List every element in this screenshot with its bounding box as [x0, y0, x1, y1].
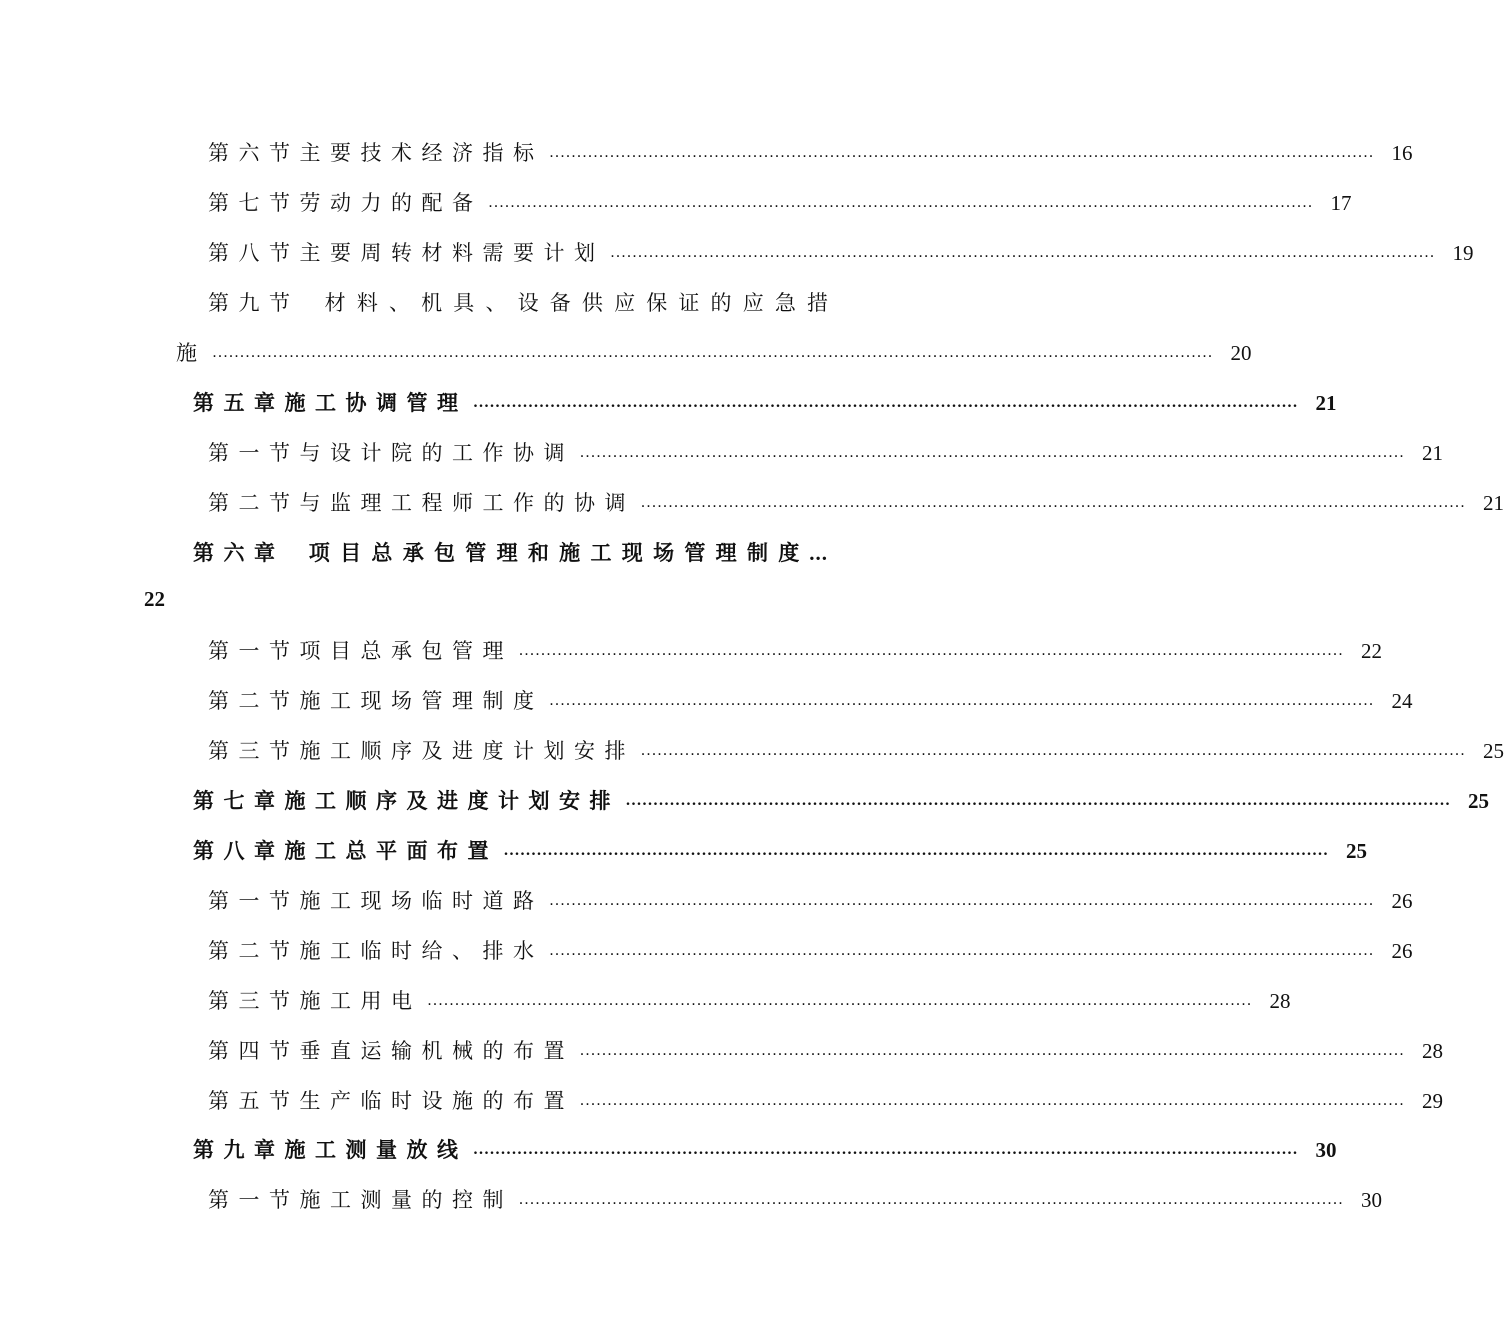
toc-entry[interactable]	[208, 932, 1413, 964]
toc-chapter-entry[interactable]	[193, 782, 1489, 814]
title-char: 证	[678, 291, 700, 315]
entry-number: 第四节	[208, 1039, 300, 1063]
entry-title: 施工用电	[299, 989, 422, 1013]
toc-chapter-entry[interactable]	[193, 384, 1337, 416]
title-char: 目	[340, 541, 362, 565]
leader-dots: ...	[809, 541, 828, 565]
leader-dots: ......................................................................................................................................................	[549, 692, 1375, 709]
entry-page: 29	[1422, 1089, 1443, 1113]
title-char: 的	[710, 291, 732, 315]
title-char: 具	[453, 291, 475, 315]
leader-dots: ......................................................................................................................................................	[519, 1191, 1344, 1208]
entry-number: 第三节	[208, 989, 300, 1013]
entry-number: 第八节	[208, 241, 300, 265]
entry-number: 第二节	[208, 939, 300, 963]
title-char: 施	[559, 541, 581, 565]
leader-dots: ......................................................................................................................................................	[488, 194, 1314, 211]
entry-page: 26	[1391, 889, 1413, 913]
leader-dots: ......................................................................................................................................................	[610, 244, 1436, 261]
entry-title: 施工临时给、排水	[299, 939, 544, 963]
entry-title: 垂直运输机械的布置	[299, 1039, 574, 1063]
title-char: 制	[746, 541, 768, 565]
entry-page: 25	[1468, 789, 1489, 813]
entry-page: 16	[1391, 141, 1413, 165]
entry-title-line	[193, 540, 799, 566]
toc-entry[interactable]	[208, 1032, 1443, 1064]
entry-title: 施工顺序及进度计划安排	[299, 739, 635, 763]
toc-entry[interactable]	[208, 484, 1504, 516]
entry-number: 第一节	[208, 639, 300, 663]
toc-entry[interactable]	[208, 234, 1474, 266]
toc-entry-wrapped-line1[interactable]	[208, 284, 828, 316]
title-char: 总	[371, 541, 393, 565]
toc-entry[interactable]	[208, 732, 1504, 764]
leader-dots: ......................................................................................................................................................	[549, 942, 1375, 959]
title-char: 机	[421, 291, 443, 315]
entry-page: 28	[1422, 1039, 1443, 1063]
title-char: 、	[388, 291, 410, 315]
entry-page[interactable]: 22	[144, 587, 165, 611]
entry-number: 第七章	[193, 789, 285, 813]
leader-dots: ......................................................................................................................................................	[519, 642, 1344, 659]
title-char: 管	[465, 541, 487, 565]
title-char: 材	[324, 291, 346, 315]
title-char: 现	[621, 541, 643, 565]
entry-title: 主要周转材料需要计划	[299, 241, 605, 265]
title-char: 场	[653, 541, 675, 565]
title-char: 急	[774, 291, 796, 315]
entry-title: 项目总承包管理	[299, 639, 513, 663]
leader-dots: ......................................................................................................................................................	[580, 1092, 1405, 1109]
entry-number: 第八章	[193, 839, 285, 863]
toc-entry[interactable]	[208, 434, 1443, 466]
entry-page: 28	[1269, 989, 1291, 1013]
entry-page: 21	[1422, 441, 1443, 465]
entry-page: 17	[1330, 191, 1352, 215]
entry-number: 第五节	[208, 1089, 300, 1113]
title-char: 应	[614, 291, 636, 315]
title-char: 工	[590, 541, 612, 565]
leader-dots: ......................................................................................................................................................	[549, 892, 1375, 909]
title-char: 供	[581, 291, 603, 315]
entry-number: 第七节	[208, 191, 300, 215]
toc-entry[interactable]	[208, 682, 1413, 714]
entry-page: 25	[1346, 839, 1367, 863]
toc-entry[interactable]	[208, 1082, 1443, 1114]
title-char: 管	[684, 541, 706, 565]
entry-title: 主要技术经济指标	[299, 141, 544, 165]
toc-entry[interactable]	[208, 184, 1352, 216]
toc-entry[interactable]	[208, 982, 1291, 1014]
toc-entry[interactable]	[208, 134, 1413, 166]
title-char: 包	[433, 541, 455, 565]
leader-dots: ......................................................................................................................................................	[504, 842, 1329, 859]
entry-page: 21	[1483, 491, 1504, 515]
entry-title: 施工现场临时道路	[299, 889, 544, 913]
entry-title: 施工测量放线	[284, 1138, 468, 1162]
entry-page: 24	[1391, 689, 1413, 713]
entry-number: 第一节	[208, 441, 300, 465]
entry-number: 第六章	[193, 541, 285, 565]
entry-page: 20	[1230, 341, 1252, 365]
entry-page: 30	[1361, 1188, 1382, 1212]
toc-chapter-entry[interactable]	[193, 1131, 1337, 1163]
entry-title: 劳动力的配备	[299, 191, 483, 215]
toc-entry[interactable]	[208, 632, 1382, 664]
title-char: 承	[402, 541, 424, 565]
entry-number: 第六节	[208, 141, 300, 165]
entry-title: 施工现场管理制度	[299, 689, 544, 713]
title-char: 理	[496, 541, 518, 565]
toc-entry[interactable]	[208, 1181, 1382, 1213]
entry-title: 与监理工程师工作的协调	[299, 491, 635, 515]
entry-number: 第二节	[208, 491, 300, 515]
entry-number: 第九节	[208, 291, 300, 315]
title-char: 应	[742, 291, 764, 315]
toc-entry-wrapped-line2[interactable]	[176, 334, 1252, 366]
title-char: 措	[807, 291, 828, 315]
leader-dots: ......................................................................................................................................................	[427, 992, 1253, 1009]
entry-number: 第二节	[208, 689, 300, 713]
entry-number: 第九章	[193, 1138, 285, 1162]
title-char: 料	[356, 291, 378, 315]
entry-title: 施工测量的控制	[299, 1188, 513, 1212]
title-char: 理	[715, 541, 737, 565]
entry-title: 与设计院的工作协调	[299, 441, 574, 465]
title-char: 保	[646, 291, 668, 315]
toc-entry[interactable]	[208, 882, 1413, 914]
entry-number: 第五章	[193, 391, 285, 415]
entry-title: 施工顺序及进度计划安排	[284, 789, 620, 813]
entry-page: 26	[1391, 939, 1413, 963]
leader-dots: ......................................................................................................................................................................................	[212, 344, 1214, 361]
leader-dots: ......................................................................................................................................................	[580, 444, 1405, 461]
title-char: 和	[527, 541, 549, 565]
entry-number: 第三节	[208, 739, 300, 763]
leader-dots: ......................................................................................................................................................	[641, 742, 1466, 759]
entry-title: 施工总平面布置	[284, 839, 498, 863]
entry-title: 施工协调管理	[284, 391, 468, 415]
leader-dots: ......................................................................................................................................................	[580, 1042, 1405, 1059]
entry-title-continued: 施	[176, 341, 207, 365]
toc-chapter-entry[interactable]	[193, 832, 1367, 864]
title-char: 项	[308, 541, 330, 565]
entry-page: 19	[1452, 241, 1474, 265]
leader-dots: ......................................................................................................................................................	[473, 1141, 1299, 1158]
title-char: 备	[549, 291, 571, 315]
leader-dots: ......................................................................................................................................................	[549, 144, 1375, 161]
toc-chapter-entry-wrapped[interactable]	[193, 534, 828, 566]
entry-page: 30	[1315, 1138, 1337, 1162]
entry-page: 25	[1483, 739, 1504, 763]
title-char: 设	[517, 291, 539, 315]
title-char: 度	[778, 541, 800, 565]
entry-page: 22	[1361, 639, 1382, 663]
leader-dots: ......................................................................................................................................................	[626, 792, 1451, 809]
title-char: 、	[485, 291, 507, 315]
leader-dots: ......................................................................................................................................................	[641, 494, 1466, 511]
entry-title: 生产临时设施的布置	[299, 1089, 574, 1113]
entry-number: 第一节	[208, 889, 300, 913]
leader-dots: ......................................................................................................................................................	[473, 394, 1299, 411]
entry-number: 第一节	[208, 1188, 300, 1212]
entry-page: 21	[1315, 391, 1337, 415]
